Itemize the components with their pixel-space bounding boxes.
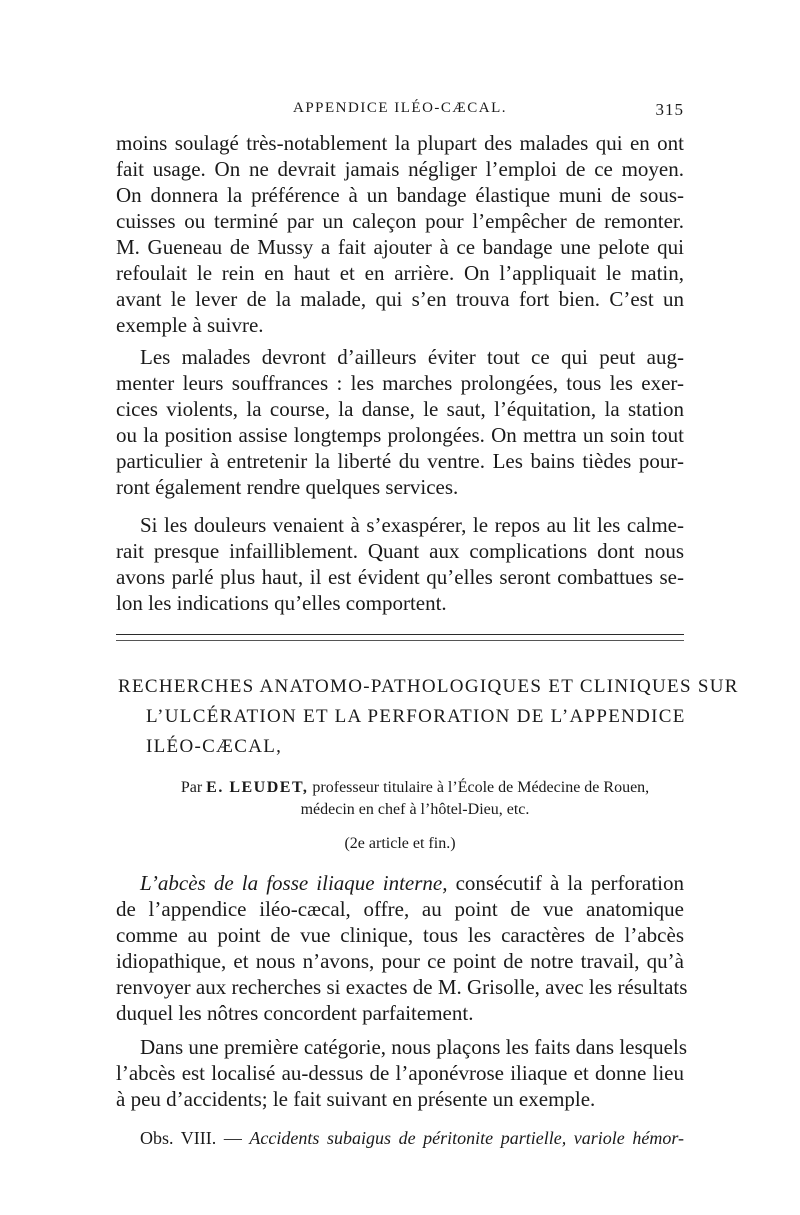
paragraph-line: duquel les nôtres concordent parfaitement. xyxy=(116,1001,474,1025)
paragraph-line: exemple à suivre. xyxy=(116,313,264,337)
paragraph-line: particulier à entretenir la liberté du ventre. Les bains tièdes pour- xyxy=(116,449,684,473)
paragraph-line: comme au point de vue clinique, tous les caractères de l’abcès xyxy=(116,923,684,947)
paragraph-first-line: Dans une première catégorie, nous plaçons les faits dans lesquels xyxy=(140,1035,687,1059)
paragraph-line: ou la position assise longtemps prolongées. On mettra un soin tout xyxy=(116,423,684,447)
lead-rest: consécutif à la perforation xyxy=(447,871,684,895)
paragraph-first-line: Si les douleurs venaient à s’exaspérer, le repos au lit les calme- xyxy=(140,513,684,537)
observation-title: Accidents subaigus de péritonite partielle, variole hémor- xyxy=(249,1128,684,1148)
article-byline xyxy=(146,778,684,798)
observation-label: Obs. VIII. xyxy=(140,1128,217,1148)
separator-rule xyxy=(116,634,684,635)
page-number: 315 xyxy=(655,100,684,119)
installment-note: (2e article et fin.) xyxy=(344,835,456,852)
paragraph-first-line xyxy=(140,870,684,896)
paragraph-line: à peu d’accidents; le fait suivant en présente un exemple. xyxy=(116,1087,596,1111)
paragraph-line: idiopathique, et nous n’avons, pour ce point de notre travail, qu’à xyxy=(116,949,684,973)
paragraph-line: rait presque infailliblement. Quant aux complications dont nous xyxy=(116,539,684,563)
author-affiliation: médecin en chef à l’hôtel-Dieu, etc. xyxy=(300,801,530,818)
byline-prefix: Par xyxy=(180,779,203,796)
paragraph-line: cices violents, la course, la danse, le saut, l’équitation, la station xyxy=(116,397,684,421)
paragraph-line: M. Gueneau de Mussy a fait ajouter à ce bandage une pelote qui xyxy=(116,235,684,259)
article-title-line: ILÉO-CÆCAL, xyxy=(146,736,283,757)
paragraph-line: cuisses ou terminé par un caleçon pour l’empêcher de remonter. xyxy=(116,209,684,233)
running-header xyxy=(116,100,684,124)
paragraph-line: menter leurs souffrances : les marches prolongées, tous les exer- xyxy=(116,371,684,395)
paragraph-line: refoulait le rein en haut et en arrière. On l’appliquait le matin, xyxy=(116,261,684,285)
observation-dash: — xyxy=(216,1128,250,1148)
article-title-line: RECHERCHES ANATOMO-PATHOLOGIQUES ET CLINIQUES SUR xyxy=(118,676,739,697)
paragraph-line: lon les indications qu’elles comportent. xyxy=(116,591,447,615)
paragraph-line: avons parlé plus haut, il est évident qu’elles seront combattues se- xyxy=(116,565,684,589)
paragraph-line: avant le lever de la malade, qui s’en trouva fort bien. C’est un xyxy=(116,287,684,311)
separator-rule xyxy=(116,640,684,641)
author-name: E. LEUDET, xyxy=(206,779,309,796)
paragraph-first-line: Les malades devront d’ailleurs éviter tout ce qui peut aug- xyxy=(140,345,684,369)
paragraph-line: ront également rendre quelques services. xyxy=(116,475,459,499)
running-title: APPENDICE ILÉO-CÆCAL. xyxy=(293,100,507,116)
article-title-line: L’ULCÉRATION ET LA PERFORATION DE L’APPENDICE xyxy=(146,706,686,727)
paragraph-line: renvoyer aux recherches si exactes de M. Grisolle, avec les résultats xyxy=(116,975,688,999)
italic-lead: L’abcès de la fosse iliaque interne, xyxy=(140,871,448,895)
paragraph-line: On donnera la préférence à un bandage élastique muni de sous- xyxy=(116,183,684,207)
observation-heading xyxy=(140,1126,684,1150)
paragraph-line: moins soulagé très-notablement la plupart des malades qui en ont xyxy=(116,131,684,155)
paragraph-line: fait usage. On ne devrait jamais négliger l’emploi de ce moyen. xyxy=(116,157,684,181)
author-title: professeur titulaire à l’École de Médecine de Rouen, xyxy=(312,779,650,796)
paragraph-line: l’abcès est localisé au-dessus de l’aponévrose iliaque et donne lieu xyxy=(116,1061,684,1085)
paragraph-line: de l’appendice iléo-cæcal, offre, au point de vue anatomique xyxy=(116,897,684,921)
